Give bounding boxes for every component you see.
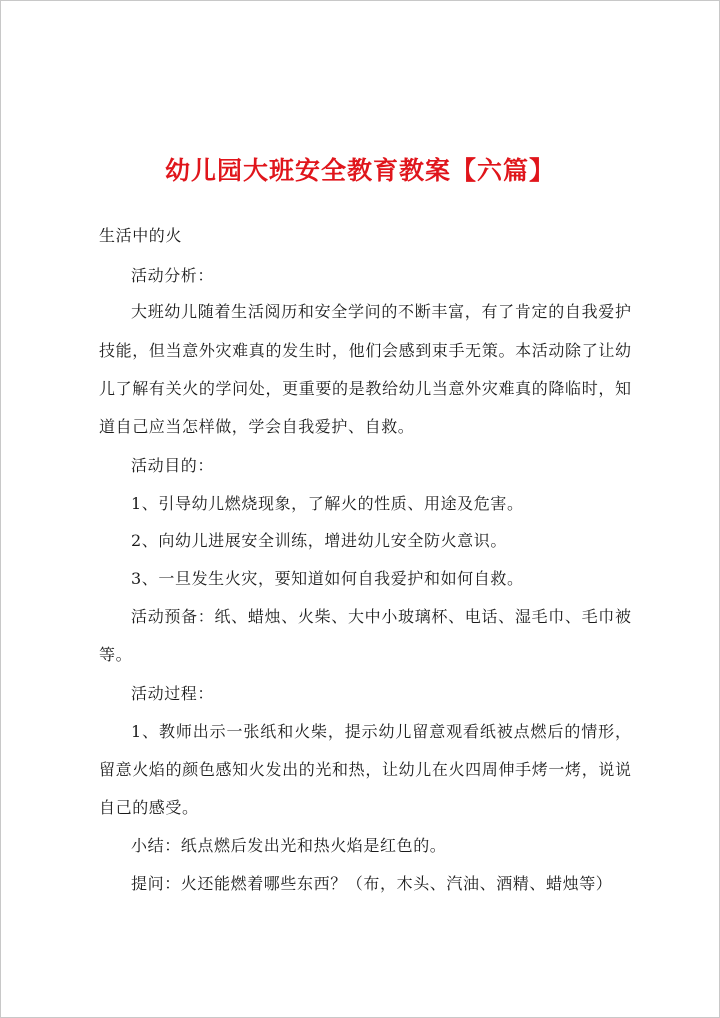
- paragraph-line: 1、教师出示一张纸和火柴，提示幼儿留意观看纸被点燃后的情形，: [131, 722, 631, 741]
- document-title: 幼儿园大班安全教育教案【六篇】: [164, 156, 555, 185]
- paragraph-line: 小结：纸点燃后发出光和热火焰是红色的。: [131, 836, 447, 855]
- paragraph-line: 儿了解有关火的学问处，更重要的是教给幼儿当意外灾难真的降临时，知: [99, 379, 631, 398]
- paragraph-line: 活动过程：: [131, 684, 215, 703]
- section-heading: 生活中的火: [99, 226, 183, 245]
- paragraph-line: 留意火焰的颜色感知火发出的光和热，让幼儿在火四周伸手烤一烤，说说: [99, 760, 631, 779]
- paragraph-line: 自己的感受。: [99, 798, 199, 817]
- paragraph-line: 技能，但当意外灾难真的发生时，他们会感到束手无策。本活动除了让幼: [99, 341, 631, 360]
- paragraph-line: 提问：火还能燃着哪些东西？（布，木头、汽油、酒精、蜡烛等）: [131, 874, 613, 893]
- paragraph-line: 等。: [99, 645, 133, 664]
- list-item: 3、一旦发生火灾，要知道如何自我爱护和如何自救。: [131, 569, 524, 588]
- list-item: 2、向幼儿进展安全训练，增进幼儿安全防火意识。: [131, 531, 507, 550]
- paragraph-line: 活动目的：: [131, 456, 215, 475]
- list-item: 1、引导幼儿燃烧现象，了解火的性质、用途及危害。: [131, 494, 524, 513]
- paragraph-line: 活动分析：: [131, 266, 215, 285]
- paragraph-line: 活动预备：纸、蜡烛、火柴、大中小玻璃杯、电话、湿毛巾、毛巾被: [131, 607, 631, 626]
- paragraph-line: 道自己应当怎样做，学会自我爱护、自救。: [99, 417, 415, 436]
- paragraph-line: 大班幼儿随着生活阅历和安全学问的不断丰富，有了肯定的自我爱护: [131, 302, 631, 321]
